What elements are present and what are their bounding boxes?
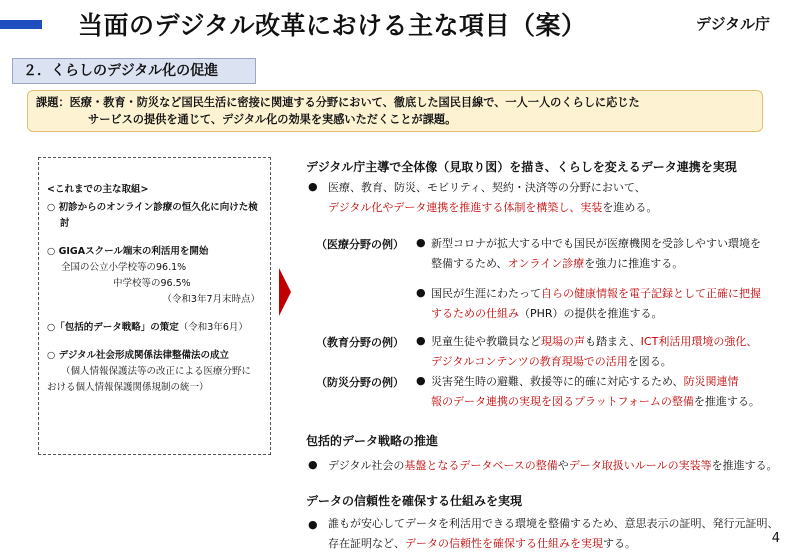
giga-elementary-rate: 全国の公立小学校等の96.1% bbox=[61, 262, 187, 273]
initiative-online-care-cont: 討 bbox=[60, 218, 70, 229]
initiative-giga-school: ○ GIGAスクール端末の利活用を開始 bbox=[47, 246, 209, 257]
data-strategy-text: デジタル社会の基盤となるデータベースの整備やデータ取扱いルールの実装等を推進する。 bbox=[328, 459, 778, 472]
past-initiatives-box bbox=[38, 157, 271, 455]
disaster-example: 災害発生時の避難、救援等に的確に対応するため、防災関連情 報のデータ連携の実現を図るプラットフォームの整備を推進する。 bbox=[431, 375, 760, 408]
past-initiatives-heading: <これまでの主な取組> bbox=[47, 184, 149, 195]
initiative-data-strategy: ○「包括的データ戦略」の策定（令和3年6月） bbox=[47, 322, 248, 333]
heading-data-linkage: デジタル庁主導で全体像（見取り図）を描き、くらしを変えるデータ連携を実現 bbox=[306, 160, 737, 174]
right-arrow-icon bbox=[279, 268, 291, 316]
bullet-icon: ● bbox=[416, 286, 426, 299]
education-example-label: （教育分野の例） bbox=[316, 336, 404, 349]
bullet-icon: ● bbox=[416, 334, 426, 347]
issue-box bbox=[27, 90, 763, 132]
section-heading: ２．くらしのデジタル化の促進 bbox=[12, 58, 256, 84]
data-trust-text: 誰もが安心してデータを利活用できる環境を整備するため、意思表示の証明、発行元証明、 存在証明など、データの信頼性を確保する仕組みを実現する。 bbox=[328, 517, 779, 550]
medical-example-label: （医療分野の例） bbox=[316, 238, 404, 251]
education-example: 児童生徒や教職員など現場の声も踏まえ、ICT利活用環境の強化、 デジタルコンテンツの教育現場での活用を図る。 bbox=[431, 335, 758, 368]
data-linkage-text: 医療、教育、防災、モビリティ、契約・決済等の分野において、 デジタル化やデータ連携を推進する体制を構築し、実装を進める。 bbox=[328, 181, 658, 214]
issue-line-1: 課題：医療・教育・防災など国民生活に密接に関連する分野において、徹底した国民目線で、一人一人のくらしに応じた bbox=[36, 96, 640, 109]
giga-as-of-date: （令和3年7月末時点） bbox=[162, 294, 260, 305]
bullet-icon: ● bbox=[308, 518, 318, 531]
disaster-example-label: （防災分野の例） bbox=[316, 376, 404, 389]
bullet-icon: ● bbox=[416, 236, 426, 249]
issue-line-2: サービスの提供を通じて、デジタル化の効果を実感いただくことが課題。 bbox=[88, 113, 457, 126]
medical-example-1: 新型コロナが拡大する中でも国民が医療機関を受診しやすい環境を 整備するため、オンライン診療を強力に推進する。 bbox=[431, 237, 761, 270]
law-note-1: （個人情報保護法等の改正による医療分野に bbox=[61, 366, 252, 377]
initiative-law: ○ デジタル社会形成関係法律整備法の成立 bbox=[47, 350, 230, 361]
title-accent-bar bbox=[0, 20, 42, 29]
medical-example-2: 国民が生涯にわたって自らの健康情報を電子記録として正確に把握 するための仕組み（PHR）の提供を推進する。 bbox=[431, 287, 761, 320]
initiative-online-care: ○ 初診からのオンライン診療の恒久化に向けた検 bbox=[47, 202, 258, 213]
law-note-2: おける個人情報保護関係規制の統一） bbox=[47, 382, 209, 393]
bullet-icon: ● bbox=[308, 180, 318, 193]
heading-data-strategy: 包括的データ戦略の推進 bbox=[306, 434, 439, 448]
page-number: 4 bbox=[771, 531, 780, 546]
giga-junior-high-rate: 中学校等の96.5% bbox=[113, 278, 191, 289]
organization-name: デジタル庁 bbox=[695, 15, 770, 33]
bullet-icon: ● bbox=[308, 458, 318, 471]
page-title: 当面のデジタル改革における主な項目（案） bbox=[78, 11, 587, 40]
heading-data-trust: データの信頼性を確保する仕組みを実現 bbox=[306, 494, 523, 508]
bullet-icon: ● bbox=[416, 374, 426, 387]
